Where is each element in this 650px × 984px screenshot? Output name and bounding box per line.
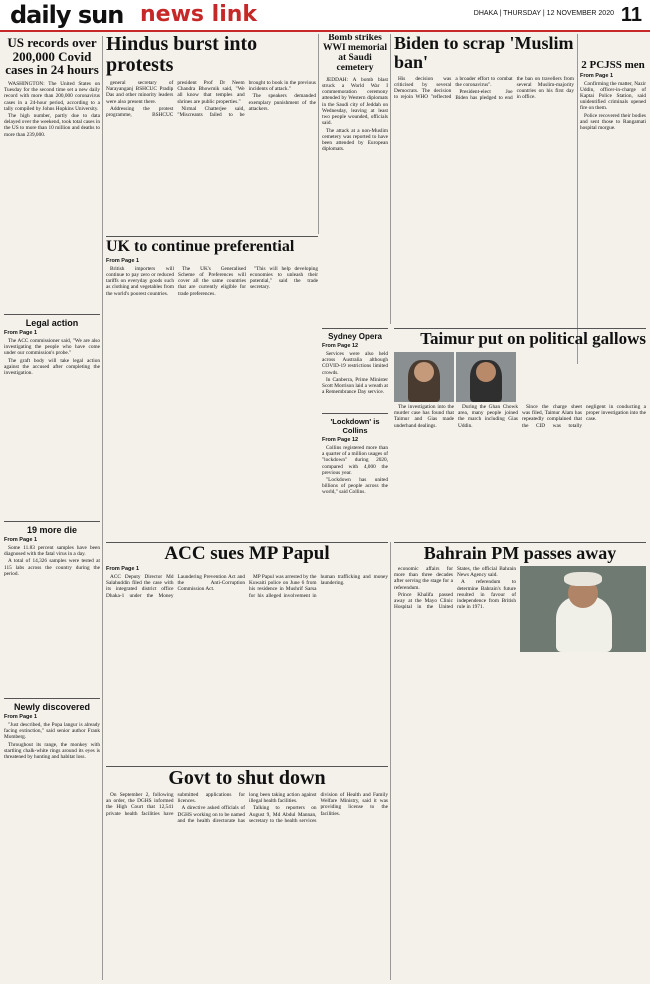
govt-para: A directive asked officials of DGHS working on to be named and the health directorate has long been taking action against illegal health facilities. — [177, 792, 317, 824]
hindus-para: The speakers demanded exemplary punishment of the attackers. — [248, 93, 316, 112]
dateline: DHAKA | THURSDAY | 12 NOVEMBER 2020 — [473, 10, 614, 17]
bahrain-para: Prince Khalifa passed away at the Mayo Clinic Hospital in the United States, the official Bahrain News Agency said. — [394, 566, 516, 611]
hindus-para: general secretary of Narayanganj BSHCUC Pradip Das and other minority leaders were also present there. — [106, 80, 174, 105]
acc-body — [106, 574, 388, 764]
lockdown-body — [322, 445, 388, 538]
us-records-body — [4, 81, 100, 311]
bomb-para: The attack at a non-Muslim cemetery was reported to have been attended by European diplomats. — [322, 127, 388, 153]
newly-from: From Page 1 — [4, 713, 38, 720]
taimur-headline: Taimur put on political gallows — [420, 330, 646, 348]
died-subhead: 19 more die — [26, 524, 78, 535]
hindus-story — [106, 34, 316, 234]
lockdown-subhead: 'Lockdown' is Collins — [330, 417, 380, 435]
taimur-para: Since the charge sheet was filed, Taimur Alam has repeatedly complained that the CID was totally negligent in conducting a proper investigation into the case. — [522, 404, 646, 429]
bomb-headline: Bomb strikes WWI memorial at Saudi cemetery — [322, 34, 388, 73]
sydney-from: From Page 12 — [322, 343, 359, 349]
uk-para: The UK's Generalised Scheme of Preferences will cover all the same countries that are currently eligible for trade preferences. — [178, 265, 246, 297]
died-body — [4, 545, 100, 695]
biden-body — [394, 76, 574, 324]
pcjss-para: Police recovered their bodies and sent those to Rangamati hospital morgue. — [580, 112, 646, 131]
bahrain-pm-photo — [520, 566, 646, 652]
lockdown-from: From Page 12 — [322, 437, 359, 443]
govt-story — [106, 768, 388, 980]
acc-para: MP Papul was arrested by the Kuwaiti police on June 6 from his residence in Mushrif Sarsa for his alleged involvement in human trafficking and money laundering. — [249, 573, 388, 599]
taimur-headline-box — [394, 330, 646, 350]
govt-body — [106, 792, 388, 978]
govt-headline: Govt to shut down — [168, 768, 326, 789]
taimur-para: During the Ghan Chowk area, many people joined the march including Gias Uddin. — [458, 404, 518, 429]
us-records-para: WASHINGTON: The United States on Tuesday for the second time set a new daily record with more than 200,000 coronavirus cases in a 24-hour period, according to a tally compiled by Johns Hopkins University. — [4, 80, 100, 112]
bahrain-para: A referendum to determine Bahrain's future resulted in favour of independence from British rule in 1971. — [457, 579, 516, 611]
pcjss-body — [580, 81, 646, 341]
newly-subhead: Newly discovered — [13, 701, 91, 712]
hindus-para: Addressing the protest programme, BSHCUC president Prof Dr Neem Chandra Bhowmik said, "We all know that temples and shrines are public properties." — [106, 80, 245, 119]
sydney-subhead: Sydney Opera — [328, 332, 382, 341]
hindus-para: Nirmal Chatterjee said, "Miscreants failed to be brought to book in the previous incidents of attack." — [177, 80, 316, 119]
masthead — [0, 0, 650, 32]
uk-body — [106, 266, 318, 539]
hindus-body — [106, 80, 316, 234]
biden-story — [394, 34, 574, 324]
taimur-photo-1 — [394, 352, 454, 402]
uk-headline: UK to continue preferential — [106, 239, 295, 255]
legal-para: The ACC commissioner said, "We are also investigating the people who have come under our commission's probe." — [4, 337, 100, 357]
govt-para: Talking to reporters on August 9, Md Abdul Mannan, secretary to the health services division of Health and Family Welfare Ministry, said it was providing license to the facilities. — [249, 792, 388, 824]
acc-para: ACC Deputy Director Md Salahuddin filed the case with its integrated district office Dhaka-1 under the Money Laundering Prevention Act and the Anti-Corruption Commission Act. — [106, 573, 245, 599]
sydney-lockdown-column — [322, 328, 388, 538]
us-records-headline: US records over 200,000 Covid cases in 24 hours — [5, 36, 99, 78]
bahrain-body-box-2 — [520, 656, 646, 980]
govt-para: On September 2, following an order, the DGHS informed the High Court that 12,541 private health facilities have submitted applications for licences. — [106, 792, 245, 817]
bahrain-headline-box — [394, 544, 646, 564]
bomb-body — [322, 77, 388, 324]
newly-para: Throughout its range, the monkey with startling chalk-white rings around its eyes is threatened by hunting and habitat loss. — [4, 741, 100, 760]
lockdown-para: Collins registered more than a quarter of a million usages of "lockdown" during 2020, compared with 4,000 the previous year. — [322, 445, 388, 476]
legal-from: From Page 1 — [4, 329, 38, 336]
taimur-body-box — [394, 404, 646, 540]
uk-from: From Page 1 — [106, 257, 140, 264]
died-para: A total of 14,326 samples were tested at 115 labs across the country during the period. — [4, 558, 100, 577]
page-number: 11 — [620, 4, 642, 26]
legal-action-subhead: Legal action — [25, 317, 79, 328]
bahrain-body-cont — [520, 656, 646, 980]
uk-para: "This will help developing economies to unleash their potential," said the trade secretary. — [250, 265, 318, 291]
biden-para: President-elect Joe Biden has pledged to end the ban on travellers from several Muslim-majority countries on his first day in office. — [455, 75, 574, 102]
died-para: Some 11.83 percent samples have been diagnosed with the fatal virus in a day. — [4, 544, 100, 558]
taimur-body — [394, 404, 646, 540]
uk-story — [106, 239, 318, 539]
pcjss-headline: 2 PCJSS men — [581, 60, 645, 71]
pcjss-story — [580, 60, 646, 360]
legal-body — [4, 338, 100, 518]
newly-para: "Just described, the Popa langur is already facing extinction," said senior author Frank Momberg. — [4, 721, 100, 741]
newly-body — [4, 722, 100, 892]
bomb-para: JEDDAH: A bomb blast struck a World War I commemoration ceremony attended by Western diplomats in the Saudi city of Jeddah on Wednesday, leaving at least two people wounded, officials said. — [322, 76, 388, 127]
pcjss-para: Confirming the matter, Nazir Uddin, officer-in-charge of Kaptai Police Station, said unidentified criminals opened fire on them. — [580, 80, 646, 112]
hindus-headline: Hindus burst into protests — [106, 34, 258, 76]
newspaper-logo: daily sun — [10, 1, 124, 29]
acc-headline: ACC sues MP Papul — [164, 544, 330, 564]
acc-from: From Page 1 — [106, 565, 140, 572]
uk-para: British importers will continue to pay zero or reduced tariffs on everyday goods such as clothing and vegetables from the world's poorest countries. — [106, 265, 174, 297]
sydney-para: Services were also held across Australia although COVID-19 restrictions limited crowds. — [322, 351, 388, 376]
legal-para: The graft body will take legal action against the accused after completing the investigation. — [4, 357, 100, 376]
died-from: From Page 1 — [4, 536, 38, 543]
sydney-body — [322, 351, 388, 411]
bahrain-body — [394, 566, 516, 980]
left-column — [4, 36, 100, 980]
taimur-photo-2 — [456, 352, 516, 402]
lockdown-para: "Lockdown has united billions of people across the world," said Collins. — [322, 477, 388, 496]
bahrain-body-box-1 — [394, 566, 516, 980]
bahrain-headline: Bahrain PM passes away — [423, 544, 617, 563]
biden-headline: Biden to scrap 'Muslim ban' — [394, 34, 574, 72]
acc-story — [106, 544, 388, 764]
pcjss-from: From Page 1 — [580, 72, 614, 79]
us-records-para: The high number, partly due to data delayed over the weekend, took total cases in the US to more than 10 million and deaths to more than 239,000. — [4, 112, 100, 138]
biden-para: His decision was criticised by several Democrats. The decision to rejoin WHO "reflected a broader effort to combat the coronavirus". — [394, 75, 513, 101]
section-title: news link — [140, 2, 258, 27]
taimur-para: The investigation into the murder case has found that Taimur and Gias made underhand dealings. — [394, 404, 454, 429]
bomb-story — [322, 34, 388, 324]
sydney-para: In Canberra, Prime Minister Scott Morrison laid a wreath at a Remembrance Day service. — [322, 376, 388, 396]
bahrain-para: economic affairs for more than three decades after serving the stage for a referendum. — [394, 566, 453, 591]
